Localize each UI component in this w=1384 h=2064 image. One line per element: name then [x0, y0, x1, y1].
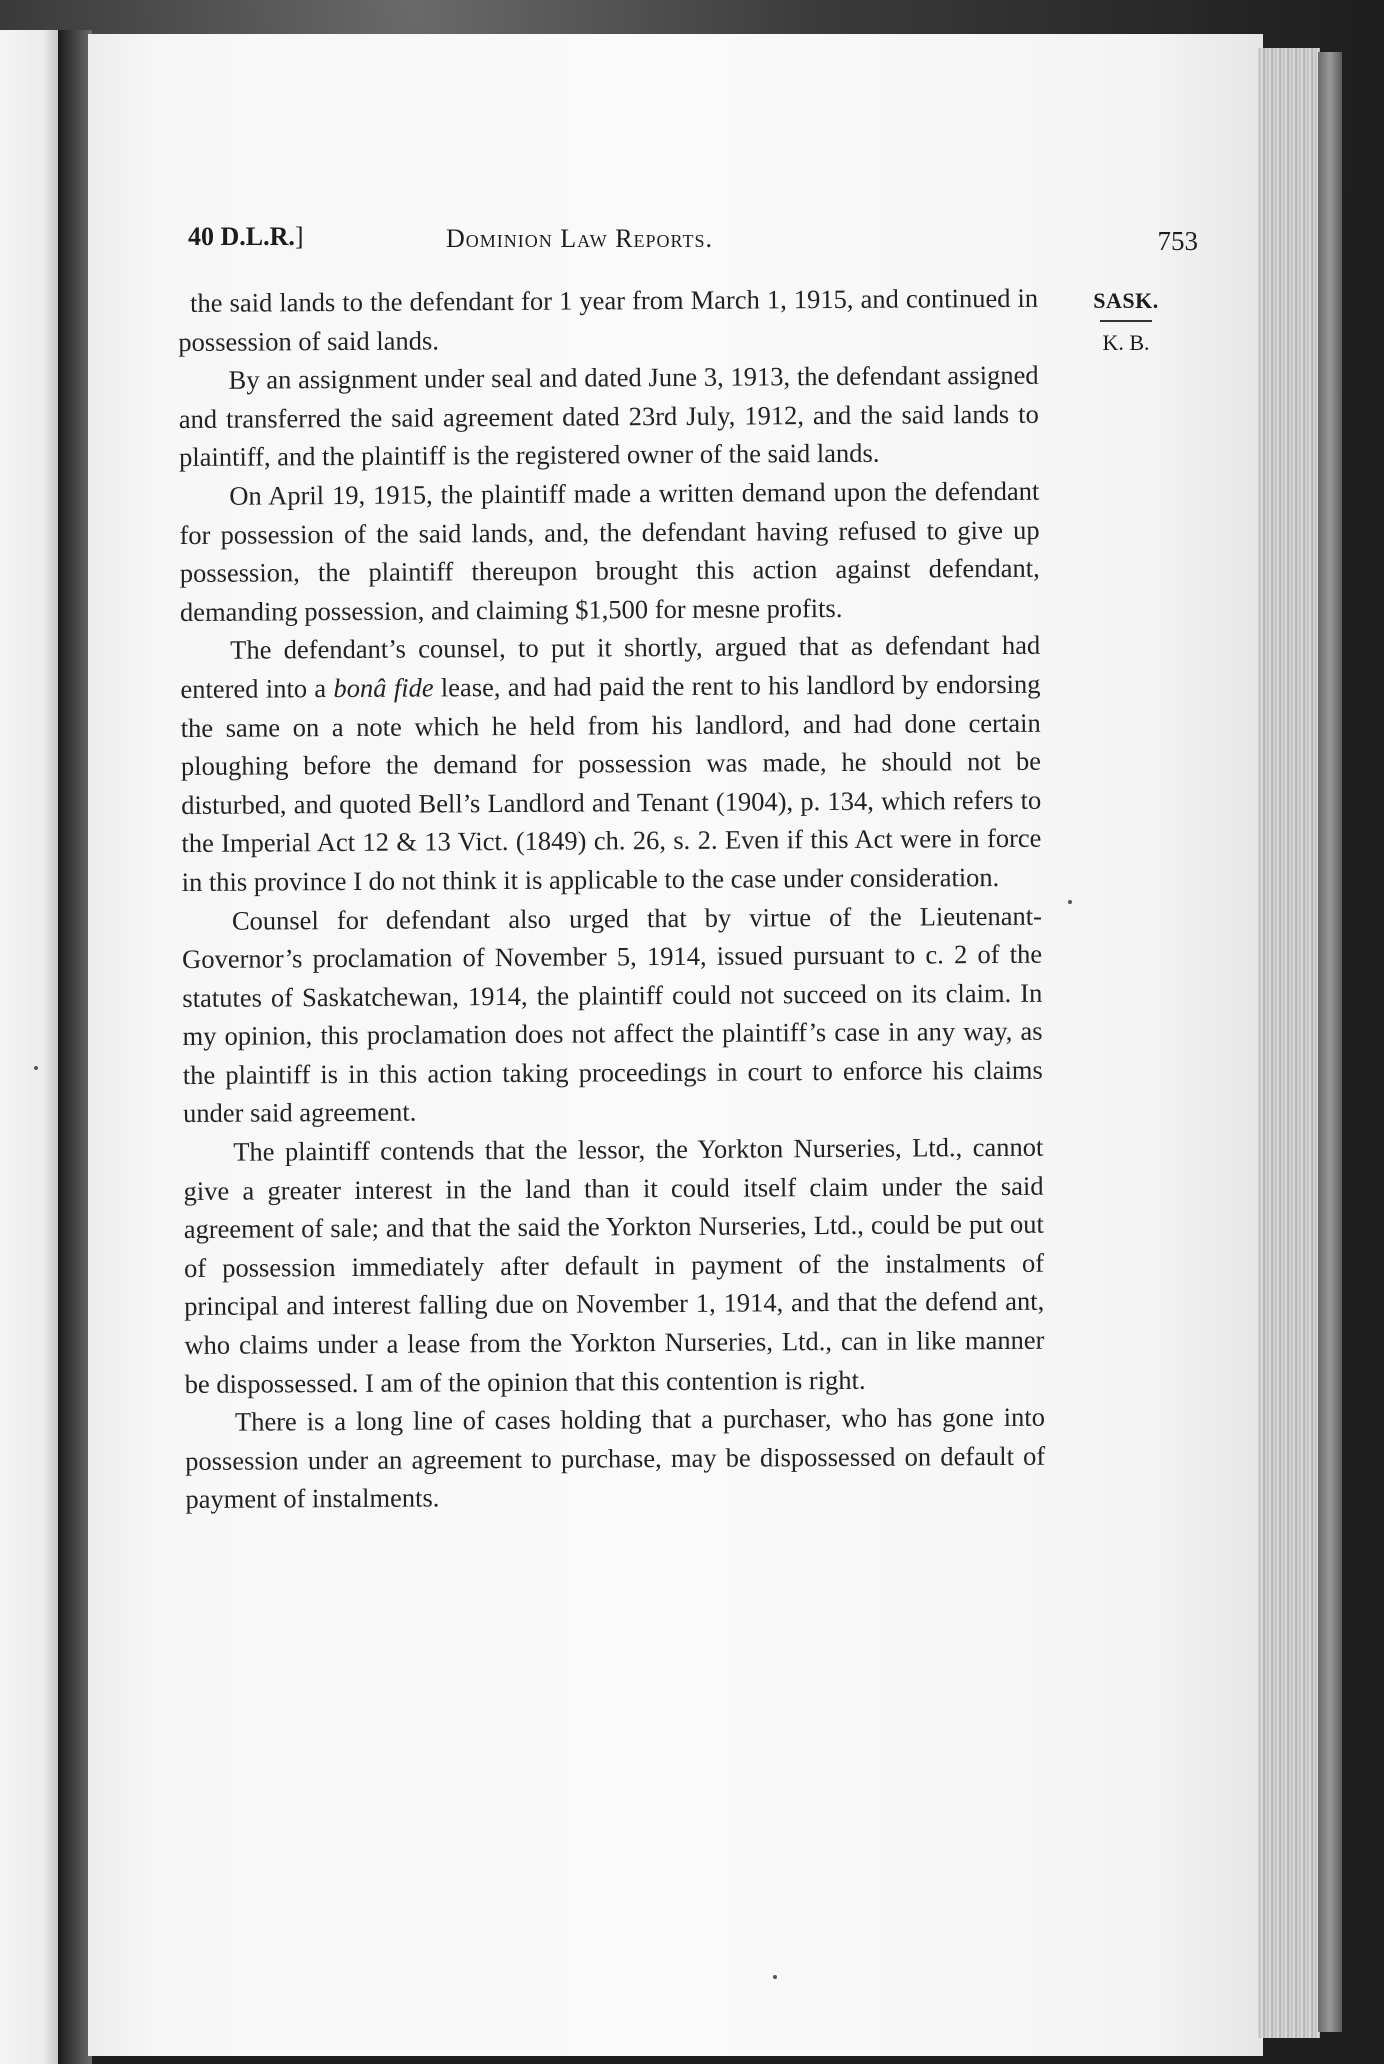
paragraph: There is a long line of cases holding that a purchaser, who has gone into possession under an agreement to purchase, may be dispossessed on default of payment of instalments. [185, 1401, 1046, 1515]
book-gutter [58, 30, 92, 2064]
italic-phrase: bonâ fide [333, 672, 434, 703]
speck [773, 1975, 777, 1979]
book-cover-edge [1318, 52, 1342, 2032]
court-label: SASK. [1093, 288, 1159, 313]
margin-note [1086, 288, 1166, 356]
page-number: 753 [1157, 226, 1198, 256]
paragraph-text: The defendant’s counsel, to put it shortly, argued that as defendant had entered into a [180, 630, 1041, 704]
margin-rule [1100, 320, 1152, 322]
facing-page-edge [0, 30, 62, 2064]
division-label: K. B. [1102, 330, 1150, 355]
paragraph-text: lease, and had paid the rent to his landlord by endorsing the same on a note which he held from his landlord, and had done certain ploughing before the demand for possession was made, he should not be disturbed, and quoted Bell’s Landlord and Tenant (1904), p. 134, which refers to the Imperial Act 12 & 13 Vict. (1849) ch. 26, s. 2. Even if this Act were in force in this province I do not think it is applicable to the case under consideration. [180, 668, 1042, 897]
volume-reference: 40 D.L.R.] [188, 222, 304, 251]
body-text [178, 279, 1046, 1519]
paragraph: Counsel for defendant also urged that by virtue of the Lieutenant-Governor’s proclamation of November 5, 1914, issued pursuant to c. 2 of the statutes of Saskatchewan, 1914, the plaintiff could not succeed on its claim. In my opinion, this proclamation does not affect the plaintiff’s case in any way, as the plaintiff is in this action taking proceedings in court to enforce his claims under said agreement. [182, 900, 1043, 1129]
paragraph: The plaintiff contends that the lessor, the Yorkton Nurseries, Ltd., cannot give a greater interest in the land than it could itself claim under the said agreement of sale; and that the said the Yorkton Nurseries, Ltd., could be put out of possession immediately after default in payment of the instalments of principal and interest falling due on November 1, 1914, and that the defend ant, who claims under a lease from the Yorkton Nurseries, Ltd., can in like manner be dispossessed. I am of the opinion that this contention is right. [183, 1131, 1045, 1399]
speck [1068, 900, 1072, 904]
paragraph [180, 626, 1042, 901]
page-edges [1258, 48, 1320, 2038]
paragraph: On April 19, 1915, the plaintiff made a written demand upon the defendant for possession of the said lands, and, the defendant having refused to give up possession, the plaintiff thereupon brought this action against defendant, demanding possession, and claiming $1,500 for mesne profits. [179, 475, 1040, 627]
paragraph: By an assignment under seal and dated June 3, 1913, the defendant assigned and transferred the said agreement dated 23rd July, 1912, and the said lands to plaintiff, and the plaintiff is the registered owner of the said lands. [178, 359, 1039, 473]
reporter-title: Dominion Law Reports. [446, 224, 713, 253]
running-header [188, 222, 1208, 262]
paragraph: the said lands to the defendant for 1 year from March 1, 1915, and continued in possession of said lands. [178, 282, 1039, 357]
speck [34, 1066, 38, 1070]
